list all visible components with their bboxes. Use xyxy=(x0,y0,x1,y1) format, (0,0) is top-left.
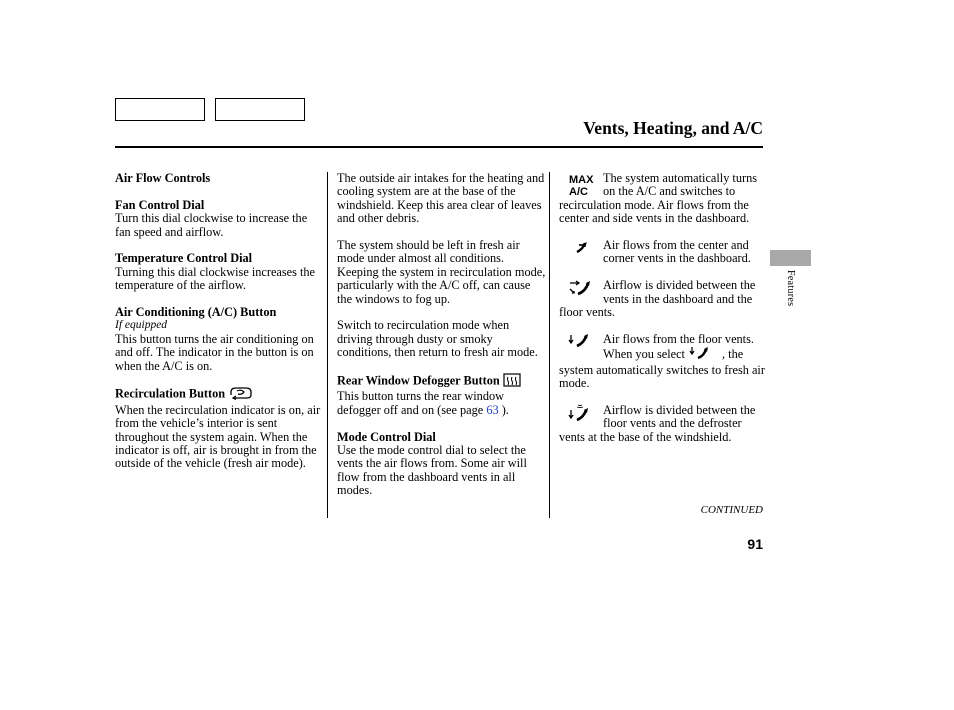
defog-body-text: This button turns the rear window defogger off and on (see page xyxy=(337,389,505,417)
side-tab-label: Features xyxy=(785,270,796,307)
continued-label: CONTINUED xyxy=(700,504,763,516)
dash-body: Air flows from the center and corner vents in the dashboard. xyxy=(603,238,751,266)
column-divider-1 xyxy=(327,172,328,518)
ac-body: This button turns the air conditioning on and off. The indicator in the button is on when the A/C is on. xyxy=(115,331,314,373)
page-number: 91 xyxy=(747,536,763,552)
max-ac-body: The system automatically turns on the A/C and switches to recirculation mode. Air flows from the center and side vents in the dashboard. xyxy=(559,171,758,226)
max-ac-icon-line1: MAX xyxy=(569,174,594,186)
bilevel-body: Airflow is divided between the vents in the dashboard and the floor vents. xyxy=(559,278,756,320)
floor-defrost-body: Airflow is divided between the floor vents and the defroster vents at the base of the windshield. xyxy=(559,402,756,444)
floor-body-start: Air flows from the floor vents. When you select xyxy=(603,331,754,361)
bilevel-vent-icon xyxy=(559,279,603,305)
recirculation-icon xyxy=(228,386,254,403)
fan-body: Turn this dial clockwise to increase the fan speed and airflow. xyxy=(115,211,308,239)
recirc-heading: Recirculation Button xyxy=(115,386,226,401)
floor-defrost-block xyxy=(559,404,765,444)
temp-body: Turning this dial clockwise increases the temperature of the airflow. xyxy=(115,264,316,293)
recirc-advice-paragraph: Switch to recirculation mode when driving through dusty or smoky conditions, then return to fresh air mode. xyxy=(337,318,538,360)
ac-heading: Air Conditioning (A/C) Button xyxy=(115,305,277,320)
nav-box-1[interactable] xyxy=(115,98,205,121)
fresh-air-paragraph: The system should be left in fresh air mode under almost all conditions. Keeping the system in recirculation mode, particularly with the A/C off, can cause the windows to fog up. xyxy=(337,238,546,306)
defog-body xyxy=(337,390,547,417)
max-ac-icon xyxy=(559,172,603,198)
mode-heading: Mode Control Dial xyxy=(337,429,436,444)
fan-heading: Fan Control Dial xyxy=(115,197,205,212)
recirc-heading-row xyxy=(115,386,321,403)
section-heading: Air Flow Controls xyxy=(115,171,211,185)
floor-defrost-icon xyxy=(559,404,603,430)
title-rule xyxy=(115,146,763,148)
defog-body-end: ). xyxy=(498,402,509,417)
intake-paragraph: The outside air intakes for the heating and cooling system are at the base of the windshield. Keep this area clear of leaves and other debris. xyxy=(337,171,545,226)
nav-box-2[interactable] xyxy=(215,98,305,121)
ac-note: If equipped xyxy=(115,319,168,332)
column-2 xyxy=(337,172,547,498)
rear-defogger-icon xyxy=(503,373,521,390)
recirc-body: When the recirculation indicator is on, air from the vehicle’s interior is sent throughout the system again. When the indicator is off, air is brought in from the outside of the vehicle (fresh air mode). xyxy=(115,402,321,471)
floor-defrost-inline-icon xyxy=(688,346,722,363)
temp-heading: Temperature Control Dial xyxy=(115,251,253,266)
max-ac-icon-line2: A/C xyxy=(569,186,588,198)
side-tab xyxy=(770,250,811,266)
mode-body: Use the mode control dial to select the vents the air flows from. Some air will flow from the dashboard vents in all modes. xyxy=(337,443,527,498)
column-3 xyxy=(559,172,765,444)
dashboard-vent-icon xyxy=(559,239,603,265)
defog-heading: Rear Window Defogger Button xyxy=(337,373,500,388)
page-63-link[interactable]: 63 xyxy=(486,402,499,417)
dash-block xyxy=(559,239,765,266)
column-divider-2 xyxy=(549,172,550,518)
floor-block xyxy=(559,333,765,391)
floor-vent-icon xyxy=(559,333,603,359)
page-title: Vents, Heating, and A/C xyxy=(583,118,763,138)
column-1 xyxy=(115,172,321,471)
defog-heading-row xyxy=(337,373,547,390)
max-ac-block xyxy=(559,172,765,226)
floor-body-end: , the system automatically switches to fresh air mode. xyxy=(559,346,765,391)
bilevel-block xyxy=(559,279,765,319)
